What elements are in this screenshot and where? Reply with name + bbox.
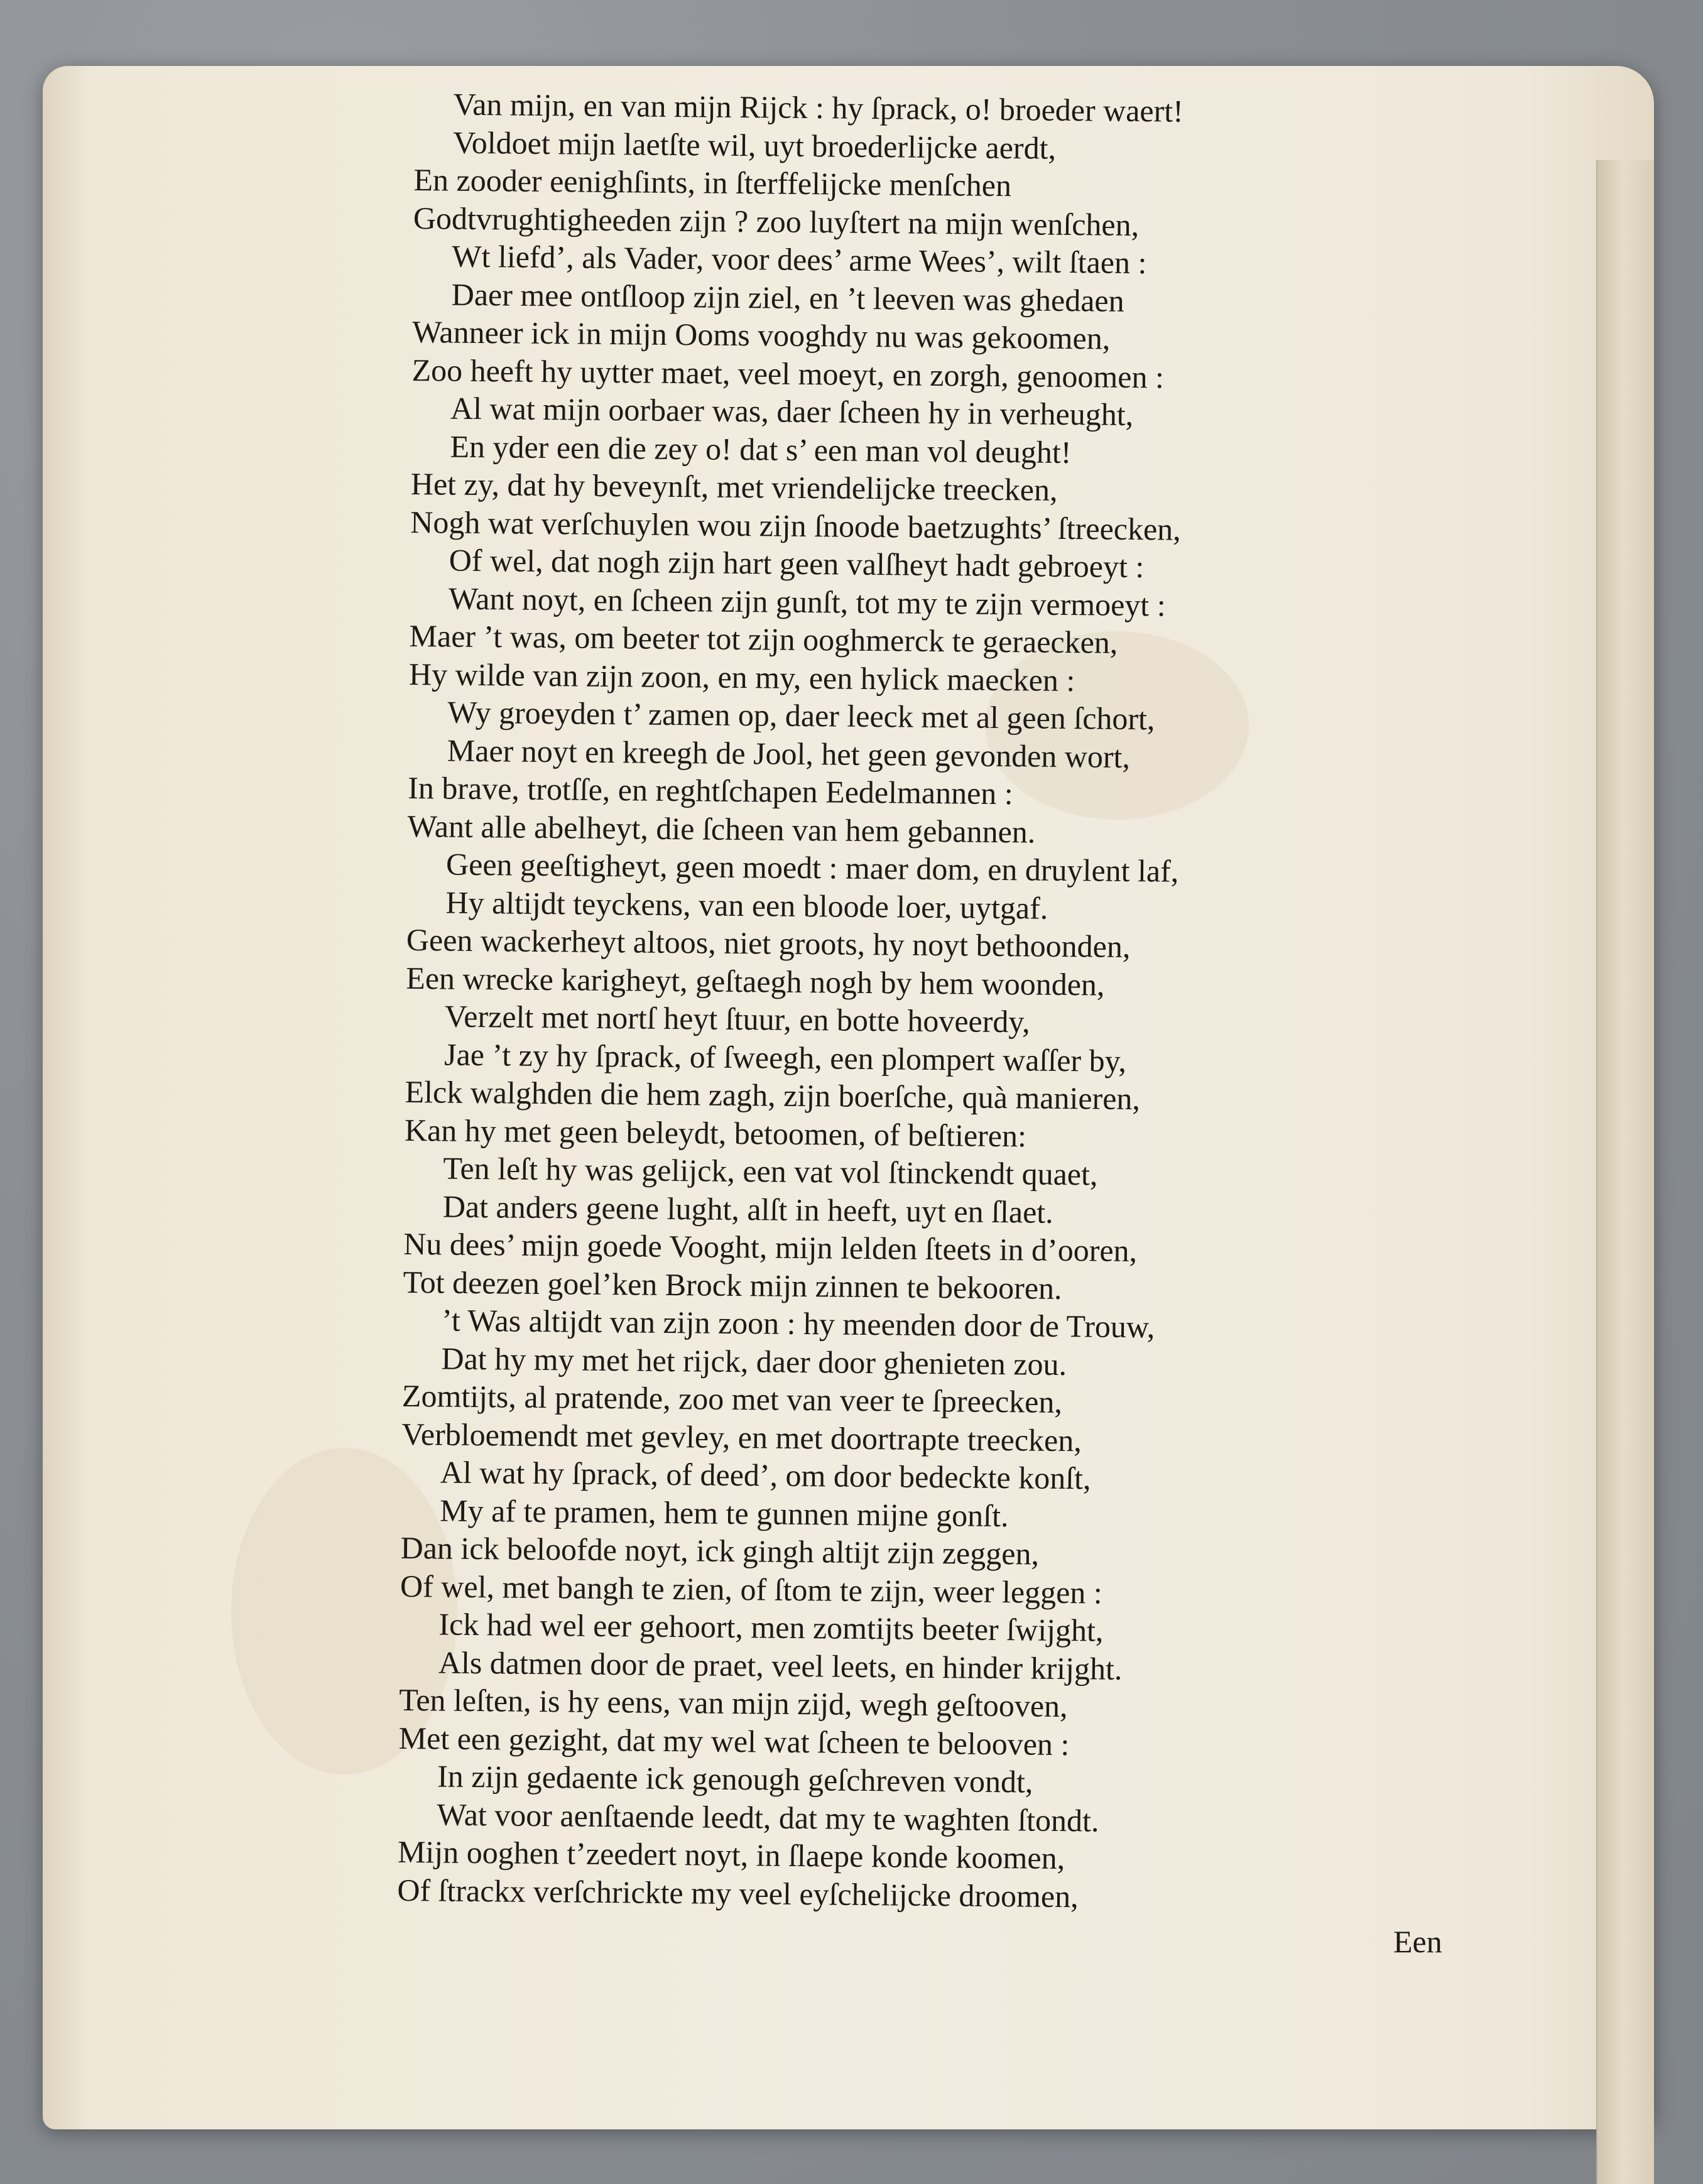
poem-line: Nogh wat verſchuylen wou zijn ſnoode baetzughts’ ſtreecken, <box>410 504 1181 547</box>
poem-line: In zijn gedaente ick genough geſchreven vondt, <box>437 1758 1033 1800</box>
poem-line: Of wel, dat nogh zijn hart geen valſheyt hadt gebroeyt : <box>449 542 1145 585</box>
poem-line: Ten leſten, is hy eens, van mijn zijd, wegh geſtooven, <box>399 1681 1068 1724</box>
poem-line: Ick had wel eer gehoort, men zomtijts beeter ſwijght, <box>438 1606 1104 1648</box>
poem-line: Mijn ooghen t’zeedert noyt, in ſlaepe konde koomen, <box>397 1834 1065 1876</box>
poem-text <box>397 85 1407 1918</box>
poem-line: Hy altijdt teyckens, van een bloode loer, uytgaf. <box>445 884 1048 926</box>
poem-line: Godtvrughtigheeden zijn ? zoo luyſtert na mijn wenſchen, <box>413 200 1140 242</box>
poem-line: Of ſtrackx verſchrickte my veel eyſchelijcke droomen, <box>397 1872 1079 1914</box>
poem-line: Dat hy my met het rijck, daer door ghenieten zou. <box>441 1340 1067 1382</box>
poem-line: Hy wilde van zijn zoon, en my, een hylick maecken : <box>408 656 1075 698</box>
poem-line: Ten leſt hy was gelijck, een vat vol ſtinckendt quaet, <box>443 1150 1098 1192</box>
poem-line: Voldoet mijn laetſte wil, uyt broederlijcke aerdt, <box>452 124 1057 166</box>
poem-line: Met een gezight, dat my wel wat ſcheen te belooven : <box>398 1720 1070 1762</box>
poem-line: Wy groeyden t’ zamen op, daer leeck met al geen ſchort, <box>447 694 1155 737</box>
poem-line: Geen geeſtigheyt, geen moedt : maer dom, en druylent laf, <box>445 846 1179 889</box>
poem-line: Al wat mijn oorbaer was, daer ſcheen hy in verheught, <box>450 390 1134 433</box>
poem-line: Elck walghden die hem zagh, zijn boerſche, quà manieren, <box>405 1073 1141 1117</box>
poem-line: Een wrecke karigheyt, geſtaegh nogh by hem woonden, <box>406 960 1105 1002</box>
poem-line: Verzelt met nortſ heyt ſtuur, en botte hoveerdy, <box>444 998 1030 1040</box>
poem-line: Al wat hy ſprack, of deed’, om door bedeckte konſt, <box>440 1454 1091 1496</box>
poem-line: Daer mee ontſloop zijn ziel, en ’t leeven was ghedaen <box>451 276 1124 318</box>
poem-line: Maer noyt en kreegh de Jool, het geen gevonden wort, <box>447 732 1131 774</box>
poem-line: Van mijn, en van mijn Rijck : hy ſprack, o! broeder waert! <box>453 86 1184 129</box>
poem-line: Dan ick beloofde noyt, ick gingh altijt zijn zeggen, <box>400 1529 1040 1572</box>
poem-line: Maer ’t was, om beeter tot zijn ooghmerck te geraecken, <box>409 617 1118 660</box>
poem-line: Wat voor aenſtaende leedt, dat my te waghten ſtondt. <box>437 1796 1099 1839</box>
poem-line: Tot deezen goel’ken Brock mijn zinnen te bekooren. <box>403 1264 1062 1306</box>
poem-line: Kan hy met geen beleydt, betoomen, of beſtieren: <box>404 1112 1027 1153</box>
poem-line: En yder een die zey o! dat s’ een man vol deught! <box>450 428 1072 470</box>
poem-line: In brave, trotſſe, en reghtſchapen Eedelmannen : <box>407 769 1013 812</box>
poem-line: Zomtijts, al pratende, zoo met van veer te ſpreecken, <box>401 1377 1063 1420</box>
poem-line: En zooder eenighſints, in ſterffelijcke menſchen <box>413 161 1012 204</box>
poem-line: Dat anders geene lught, alſt in heeft, uyt en ſlaet. <box>442 1188 1053 1230</box>
poem-line: Of wel, met bangh te zien, of ſtom te zijn, weer leggen : <box>400 1568 1102 1611</box>
catchword: Een <box>1393 1924 1442 1959</box>
poem-line: Wanneer ick in mijn Ooms vooghdy nu was gekoomen, <box>411 313 1111 356</box>
poem-line: Als datmen door de praet, veel leets, en hinder krijght. <box>438 1644 1123 1687</box>
poem-line: Jae ’t zy hy ſprack, of ſweegh, een plompert waſſer by, <box>443 1036 1127 1078</box>
poem-line: Wt liefd’, als Vader, voor dees’ arme Wees’, wilt ſtaen : <box>452 238 1147 281</box>
poem-line: Geen wackerheyt altoos, niet groots, hy noyt bethoonden, <box>406 921 1131 964</box>
poem-line: ’t Was altijdt van zijn zoon : hy meenden door de Trouw, <box>441 1302 1155 1345</box>
page-edge <box>1596 160 1654 2184</box>
poem-line: Nu dees’ mijn goede Vooght, mijn lelden ſteets in d’ooren, <box>403 1225 1138 1269</box>
poem-line: Verbloemendt met gevley, en met doortrapte treecken, <box>401 1416 1082 1458</box>
poem-line: Want noyt, en ſcheen zijn gunſt, tot my te zijn vermoeyt : <box>448 580 1166 623</box>
poem-line: Zoo heeft hy uytter maet, veel moeyt, en zorgh, genoomen : <box>411 352 1165 394</box>
poem-line: Want alle abelheyt, die ſcheen van hem gebannen. <box>407 808 1036 850</box>
poem-line: Het zy, dat hy beveynſt, met vriendelijcke treecken, <box>410 465 1058 508</box>
poem-line: My af te pramen, hem te gunnen mijne gonſt. <box>439 1492 1009 1533</box>
